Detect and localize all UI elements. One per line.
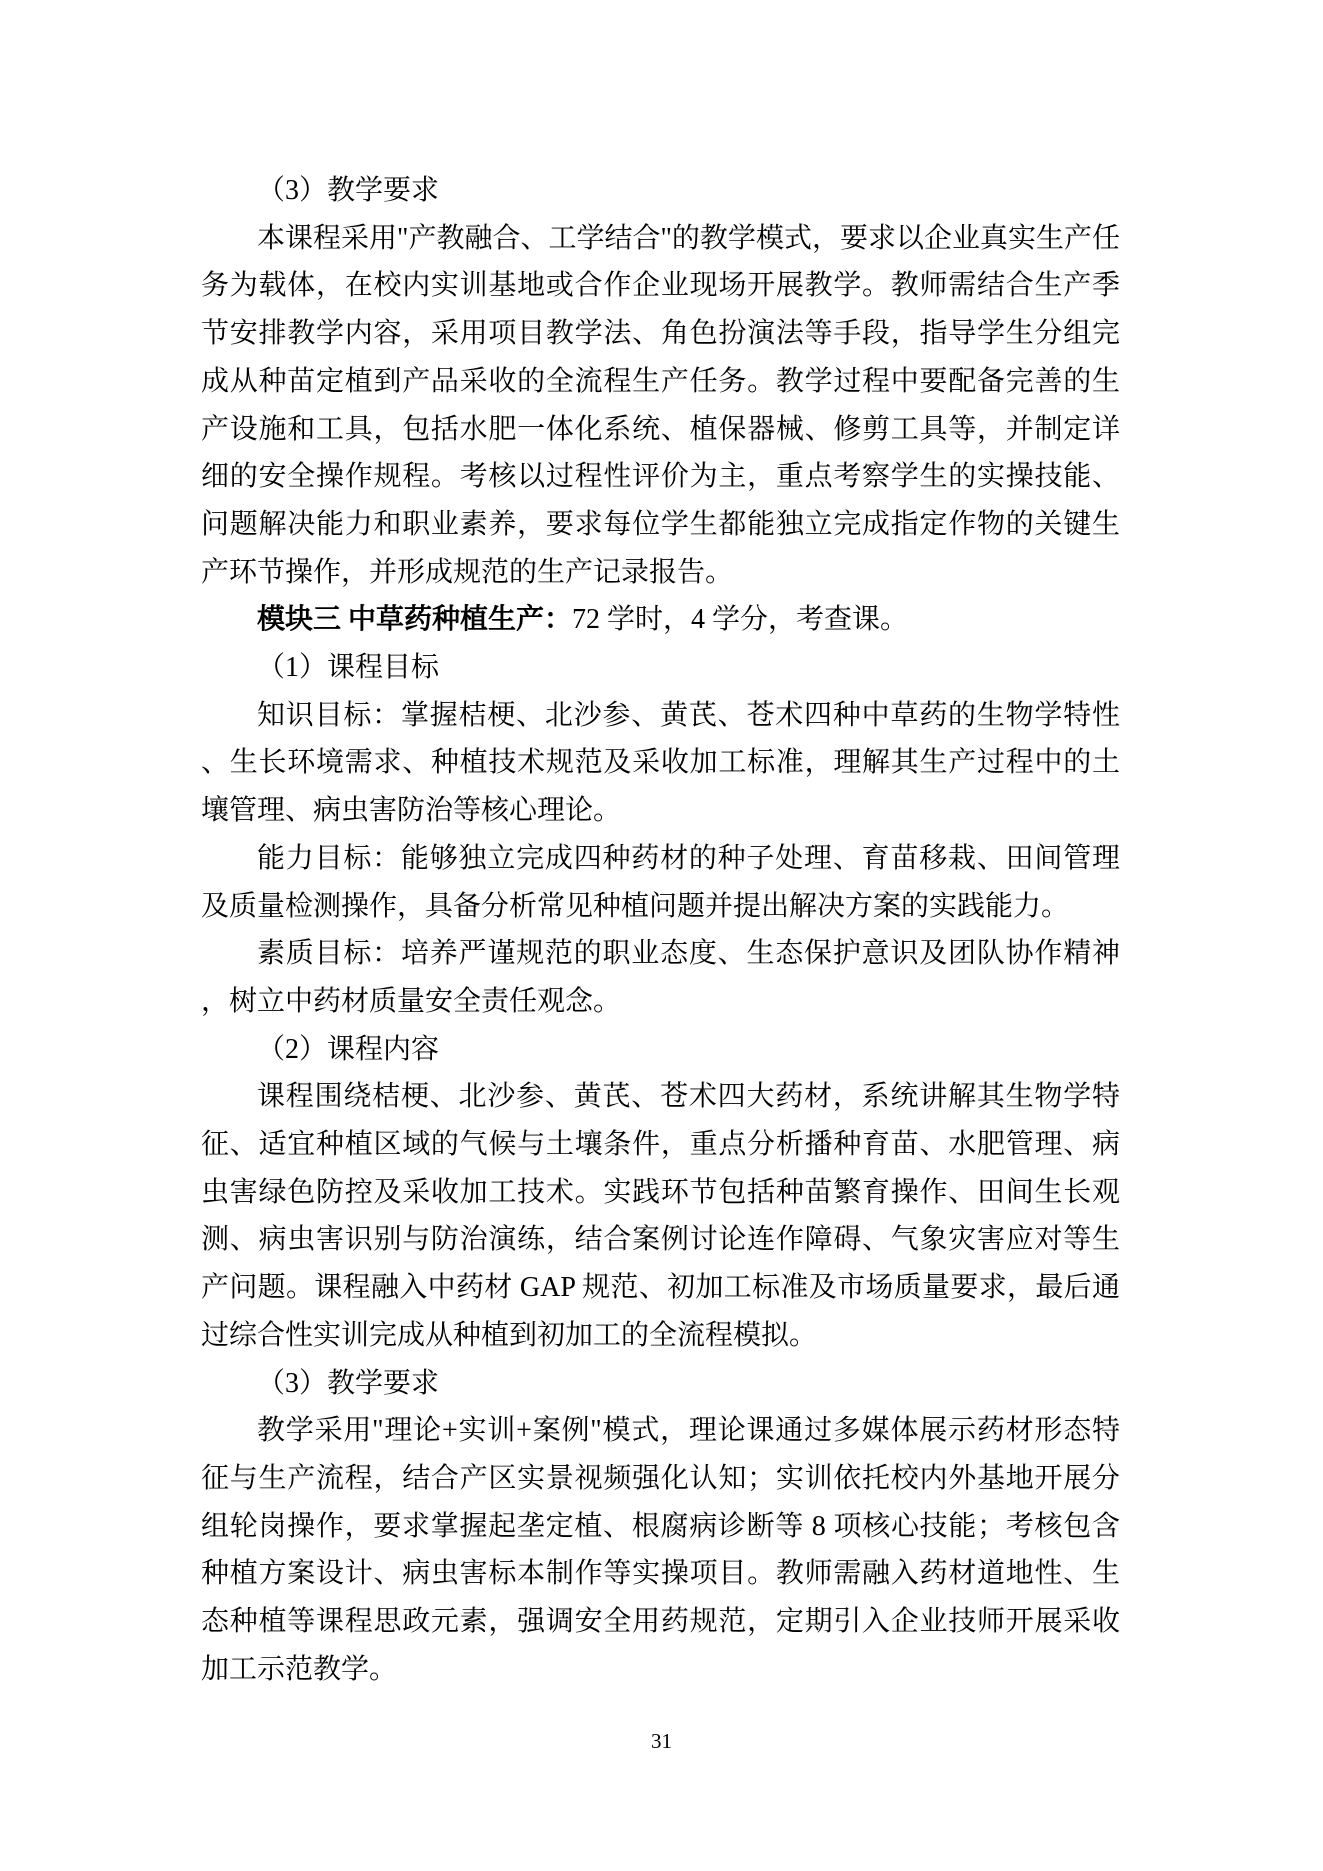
paragraph-knowledge-objectives: 知识目标：掌握桔梗、北沙参、黄芪、苍术四种中草药的生物学特性、生长环境需求、种植技术规范及采收加工标准，理解其生产过程中的土壤管理、病虫害防治等核心理论。 [201, 699, 1120, 827]
page-footer [0, 1729, 1323, 1754]
document-text-block [201, 167, 1120, 1694]
paragraph-teaching-requirements-heading: （3）教学要求 [257, 175, 440, 206]
paragraph-course-content-heading: （2）课程内容 [257, 1033, 440, 1065]
paragraph-module-three-title [201, 596, 1120, 644]
paragraph-teaching-requirements-body: 本课程采用"产教融合、工学结合"的教学模式，要求以企业真实生产任务为载体，在校内实训基地或合作企业现场开展教学。教师需结合生产季节安排教学内容，采用项目教学法、角色扮演法等手段，指导学生分组完成从种苗定植到产品采收的全流程生产任务。教学过程中要配备完善的生产设施和工具，包括水肥一体化系统、植保器械、修剪工具等，并制定详细的安全操作规程。考核以过程性评价为主，重点考察学生的实操技能、问题解决能力和职业素养，要求每位学生都能独立完成指定作物的关键生产环节操作，并形成规范的生产记录报告。 [201, 222, 1120, 588]
paragraph-quality-objectives: 素质目标：培养严谨规范的职业态度、生态保护意识及团队协作精神，树立中药材质量安全责任观念。 [201, 938, 1120, 1017]
paragraph-course-objectives-heading: （1）课程目标 [257, 652, 440, 684]
page-number: 31 [651, 1729, 672, 1753]
paragraph-teaching-requirements-body-2: 教学采用"理论+实训+案例"模式，理论课通过多媒体展示药材形态特征与生产流程，结合产区实景视频强化认知；实训依托校内外基地开展分组轮岗操作，要求掌握起垄定植、根腐病诊断等 8 项核心技能；考核包含种植方案设计、病虫害标本制作等实操项目。教师需融入药材道地性、生态种植等课程思政元素，强调安全用药规范，定期引入企业技师开展采收加工示范教学。 [201, 1415, 1120, 1685]
module-three-title-rest: 72 学时，4 学分，考查课。 [572, 604, 909, 636]
paragraph-teaching-requirements-heading-2: （3）教学要求 [257, 1367, 440, 1399]
module-three-title-bold: 模块三 中草药种植生产： [257, 604, 573, 636]
paragraph-course-content-body: 课程围绕桔梗、北沙参、黄芪、苍术四大药材，系统讲解其生物学特征、适宜种植区域的气候与土壤条件，重点分析播种育苗、水肥管理、病虫害绿色防控及采收加工技术。实践环节包括种苗繁育操作、田间生长观测、病虫害识别与防治演练，结合案例讨论连作障碍、气象灾害应对等生产问题。课程融入中药材 GAP 规范、初加工标准及市场质量要求，最后通过综合性实训完成从种植到初加工的全流程模拟。 [201, 1081, 1120, 1351]
paragraph-ability-objectives: 能力目标：能够独立完成四种药材的种子处理、育苗移栽、田间管理及质量检测操作，具备分析常见种植问题并提出解决方案的实践能力。 [201, 842, 1120, 922]
